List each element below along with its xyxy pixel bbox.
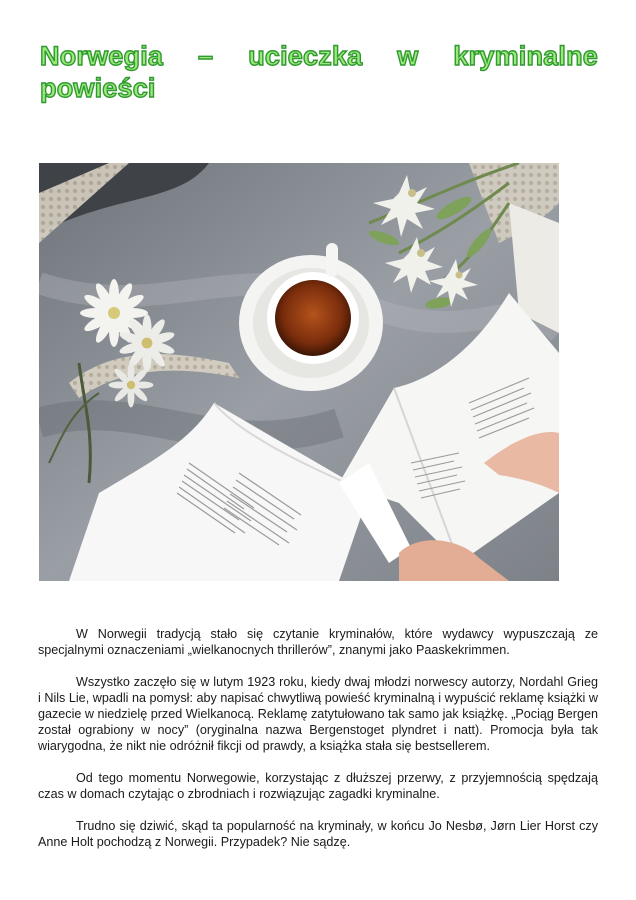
article-paragraph-3: Od tego momentu Norwegowie, korzystając z dłuższej przerwy, z przyjemnością spędzają czas w domach czytając o zbrodniach i rozwiązując zagadki kryminalne.	[38, 771, 598, 801]
header-photo	[39, 163, 559, 581]
page-title: Norwegia – ucieczka w kryminalne powieści	[40, 41, 598, 103]
article-paragraph-1: W Norwegii tradycją stało się czytanie kryminałów, które wydawcy wypuszczają ze specjalnymi oznaczeniami „wielkanocnych thrillerów”, znanymi jako Paaskekrimmen.	[38, 627, 598, 657]
article-paragraph-4: Trudno się dziwić, skąd ta popularność na kryminały, w końcu Jo Nesbø, Jørn Lier Horst czy Anne Holt pochodzą z Norwegii. Przypadek? Nie sądzę.	[38, 819, 598, 849]
article-paragraph-2: Wszystko zaczęło się w lutym 1923 roku, kiedy dwaj młodzi norwescy autorzy, Nordahl Grieg i Nils Lie, wpadli na pomysł: aby napisać chwytliwą powieść kryminalną i wypuścić reklamę książki w gazecie w niedzielę przed Wielkanocą. Reklamę zatytułowano tak samo jak książkę. „Pociąg Bergen został ograbiony w nocy” (oryginalna nazwa Bergenstoget plyndret i natt). Promocja była tak wiarygodna, że nikt nie odróżnił fikcji od prawdy, a książka stała się bestsellerem.	[38, 675, 598, 753]
article-body	[38, 626, 598, 866]
